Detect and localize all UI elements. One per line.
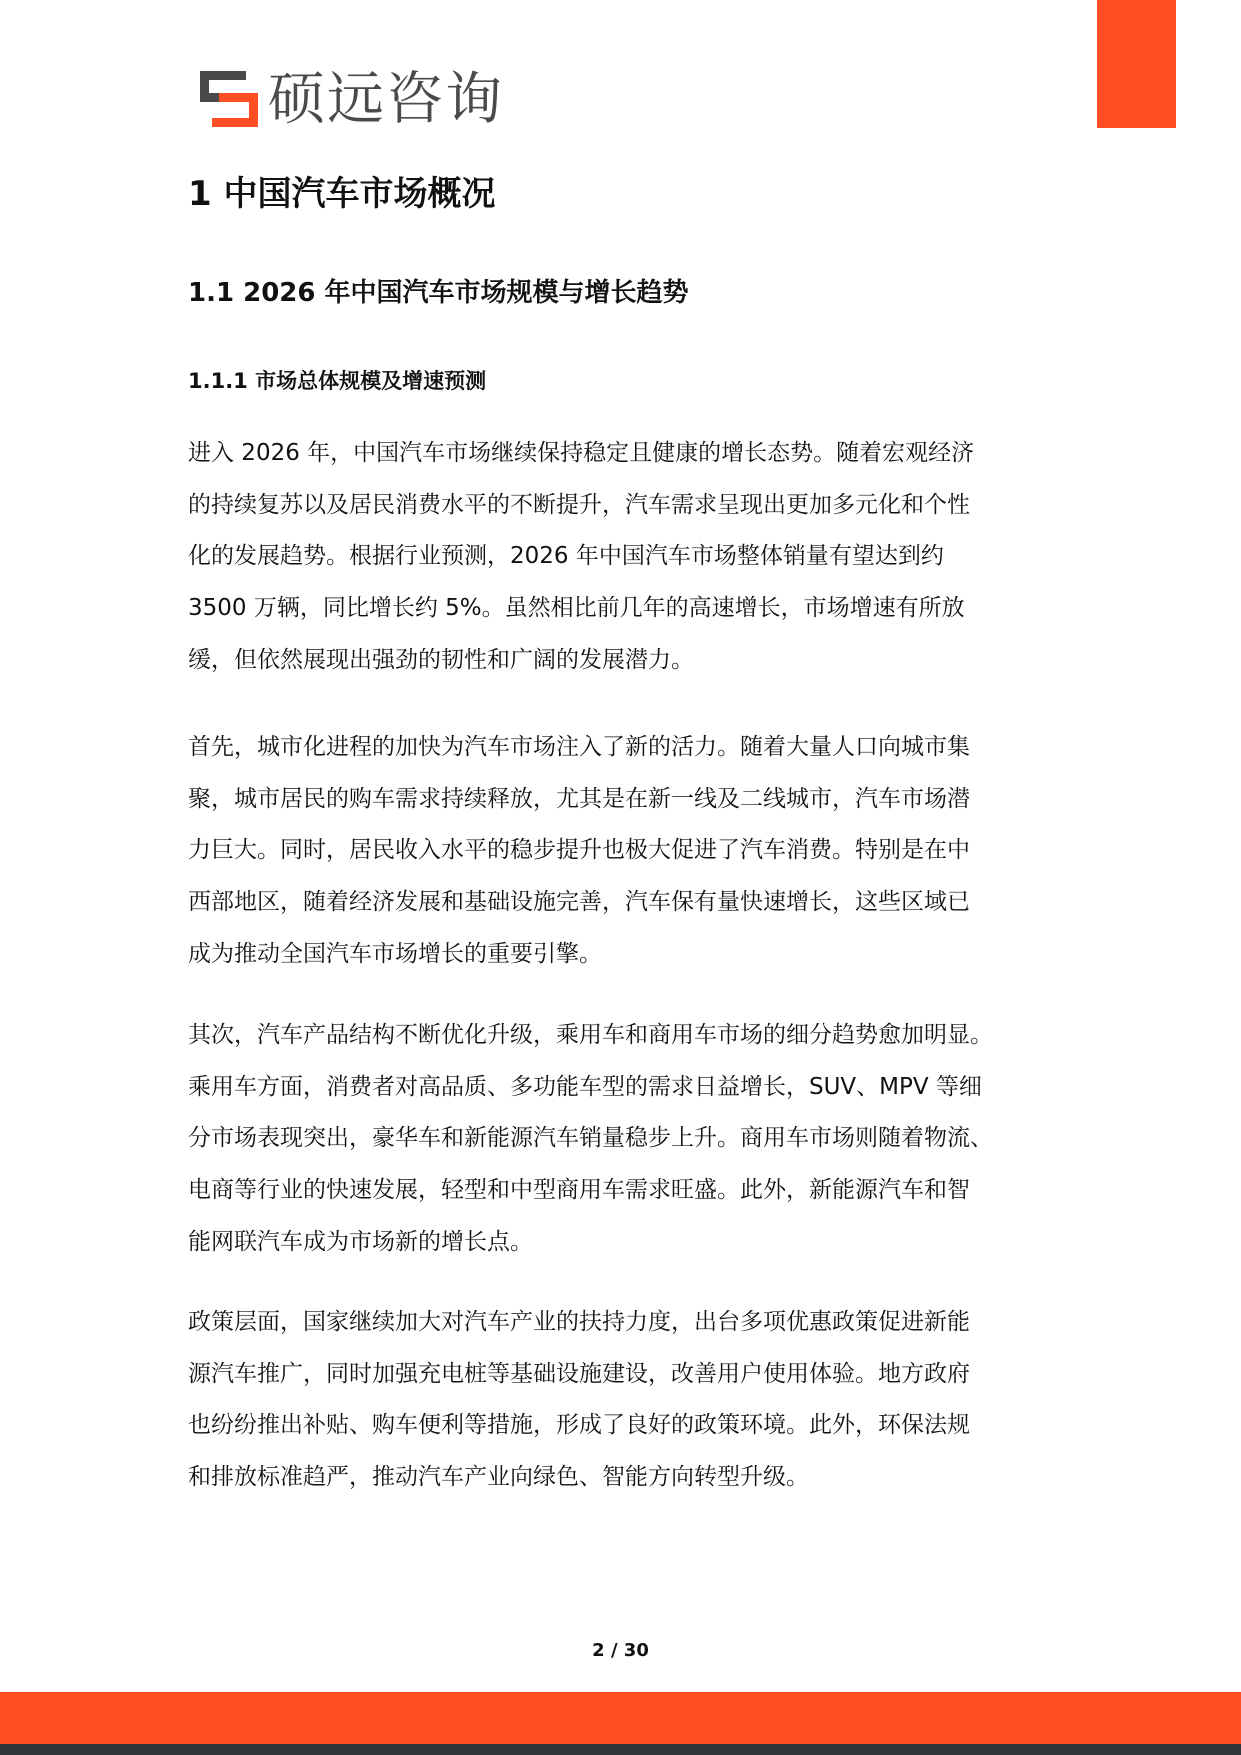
paragraph-line: 的持续复苏以及居民消费水平的不断提升，汽车需求呈现出更加多元化和个性 <box>188 491 970 518</box>
paragraph-line: 进入 2026 年，中国汽车市场继续保持稳定且健康的增长态势。随着宏观经济 <box>188 440 975 466</box>
paragraph-policy <box>188 1297 1058 1504</box>
corner-accent-block <box>1097 0 1176 128</box>
paragraph-line: 力巨大。同时，居民收入水平的稳步提升也极大促进了汽车消费。特别是在中 <box>188 837 970 864</box>
paragraph-product-structure <box>188 1010 1058 1268</box>
paragraph-line: 和排放标准趋严，推动汽车产业向绿色、智能方向转型升级。 <box>188 1464 809 1491</box>
section-title: 1 中国汽车市场概况 <box>188 174 496 214</box>
paragraph-line: 电商等行业的快速发展，轻型和中型商用车需求旺盛。此外，新能源汽车和智 <box>188 1177 970 1204</box>
paragraph-line: 也纷纷推出补贴、购车便利等措施，形成了良好的政策环境。此外，环保法规 <box>188 1412 970 1439</box>
paragraph-line: 3500 万辆，同比增长约 5%。虽然相比前几年的高速增长，市场增速有所放 <box>188 595 965 622</box>
paragraph-line: 分市场表现突出，豪华车和新能源汽车销量稳步上升。商用车市场则随着物流、 <box>188 1125 993 1152</box>
brand-name: 硕远咨询 <box>268 66 504 132</box>
paragraph-line: 西部地区，随着经济发展和基础设施完善，汽车保有量快速增长，这些区域已 <box>188 889 970 916</box>
paragraph-urbanization <box>188 722 1058 980</box>
page-number: 2 / 30 <box>592 1640 649 1661</box>
paragraph-line: 乘用车方面，消费者对高品质、多功能车型的需求日益增长，SUV、MPV 等细 <box>188 1073 982 1100</box>
paragraph-line: 能网联汽车成为市场新的增长点。 <box>188 1228 533 1255</box>
paragraph-line: 政策层面，国家继续加大对汽车产业的扶持力度，出台多项优惠政策促进新能 <box>188 1309 970 1335</box>
paragraph-market-overview <box>188 428 1058 686</box>
paragraph-line: 源汽车推广，同时加强充电桩等基础设施建设，改善用户使用体验。地方政府 <box>188 1360 970 1387</box>
paragraph-line: 聚，城市居民的购车需求持续释放，尤其是在新一线及二线城市，汽车市场潜 <box>188 785 970 812</box>
paragraph-line: 其次，汽车产品结构不断优化升级，乘用车和商用车市场的细分趋势愈加明显。 <box>188 1022 993 1048</box>
paragraph-line: 成为推动全国汽车市场增长的重要引擎。 <box>188 940 602 967</box>
footer-accent-bar <box>0 1692 1241 1744</box>
brand-logo <box>200 66 504 132</box>
s-shape-brand-mark-icon <box>200 71 258 127</box>
sub-subsection-title: 1.1.1 市场总体规模及增速预测 <box>188 369 487 393</box>
paragraph-line: 首先，城市化进程的加快为汽车市场注入了新的活力。随着大量人口向城市集 <box>188 734 970 760</box>
footer-dark-strip <box>0 1744 1241 1755</box>
paragraph-line: 缓，但依然展现出强劲的韧性和广阔的发展潜力。 <box>188 646 694 673</box>
subsection-title: 1.1 2026 年中国汽车市场规模与增长趋势 <box>188 278 689 308</box>
paragraph-line: 化的发展趋势。根据行业预测，2026 年中国汽车市场整体销量有望达到约 <box>188 543 944 570</box>
